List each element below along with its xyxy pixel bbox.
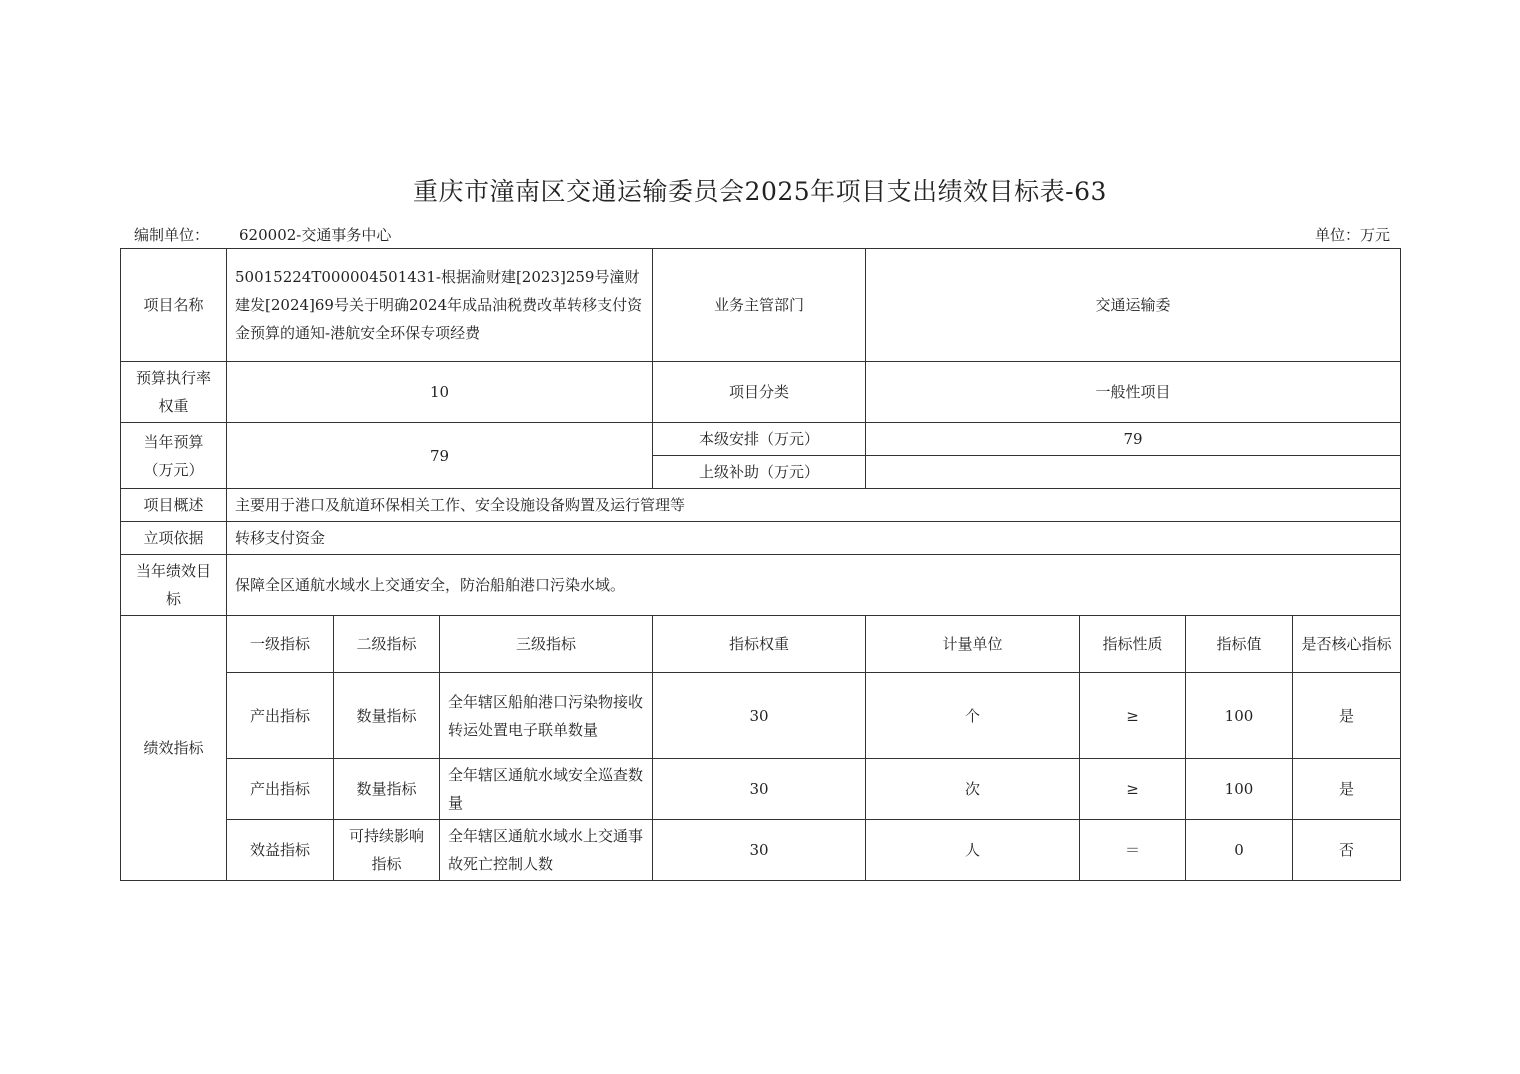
nature-cell: ＝ xyxy=(1080,820,1186,881)
project-name-value: 50015224T000004501431-根据渝财建[2023]259号潼财建发[2024]69号关于明确2024年成品油税费改革转移支付资金预算的通知-港航安全环保专项经费 xyxy=(227,249,653,362)
header-cell: 指标值 xyxy=(1186,616,1293,673)
exec-weight-value: 10 xyxy=(227,362,653,423)
level1-cell: 效益指标 xyxy=(227,820,334,881)
class-value: 一般性项目 xyxy=(866,362,1401,423)
local-value: 79 xyxy=(866,423,1401,456)
class-label: 项目分类 xyxy=(653,362,866,423)
currency-unit: 单位：万元 xyxy=(1314,226,1390,244)
header-cell: 指标权重 xyxy=(653,616,866,673)
level1-cell: 产出指标 xyxy=(227,759,334,820)
level3-cell: 全年辖区通航水域水上交通事故死亡控制人数 xyxy=(440,820,653,881)
header-cell: 计量单位 xyxy=(866,616,1080,673)
compiling-unit-value: 620002-交通事务中心 xyxy=(239,226,392,244)
weight-cell: 30 xyxy=(653,820,866,881)
row-budget xyxy=(121,423,1401,456)
core-cell: 是 xyxy=(1293,673,1401,759)
header-cell: 二级指标 xyxy=(334,616,440,673)
table-row xyxy=(121,673,1401,759)
compiling-unit-label: 编制单位： xyxy=(134,226,210,244)
basis-value: 转移支付资金 xyxy=(227,522,1401,555)
value-cell: 0 xyxy=(1186,820,1293,881)
table-row xyxy=(121,759,1401,820)
row-goal xyxy=(121,555,1401,616)
unit-cell: 人 xyxy=(866,820,1080,881)
weight-cell: 30 xyxy=(653,759,866,820)
performance-table xyxy=(120,248,1401,881)
core-cell: 是 xyxy=(1293,759,1401,820)
budget-value: 79 xyxy=(227,423,653,489)
exec-weight-label: 预算执行率权重 xyxy=(121,362,227,423)
compiling-unit xyxy=(134,224,391,245)
summary-value: 主要用于港口及航道环保相关工作、安全设施设备购置及运行管理等 xyxy=(227,489,1401,522)
upper-value xyxy=(866,456,1401,489)
level2-cell: 数量指标 xyxy=(334,673,440,759)
goal-label: 当年绩效目标 xyxy=(121,555,227,616)
basis-label: 立项依据 xyxy=(121,522,227,555)
nature-cell: ≥ xyxy=(1080,673,1186,759)
row-project-name xyxy=(121,249,1401,362)
level1-cell: 产出指标 xyxy=(227,673,334,759)
header-cell: 指标性质 xyxy=(1080,616,1186,673)
table-row xyxy=(121,820,1401,881)
upper-label: 上级补助（万元） xyxy=(653,456,866,489)
level3-cell: 全年辖区通航水域安全巡查数量 xyxy=(440,759,653,820)
goal-value: 保障全区通航水域水上交通安全，防治船舶港口污染水域。 xyxy=(227,555,1401,616)
unit-cell: 次 xyxy=(866,759,1080,820)
level2-cell: 可持续影响指标 xyxy=(334,820,440,881)
local-label: 本级安排（万元） xyxy=(653,423,866,456)
value-cell: 100 xyxy=(1186,673,1293,759)
header-cell: 三级指标 xyxy=(440,616,653,673)
header-cell: 是否核心指标 xyxy=(1293,616,1401,673)
row-exec-weight xyxy=(121,362,1401,423)
dept-label: 业务主管部门 xyxy=(653,249,866,362)
header-cell: 一级指标 xyxy=(227,616,334,673)
indicator-header-row xyxy=(121,616,1401,673)
indicator-section-label: 绩效指标 xyxy=(121,616,227,881)
weight-cell: 30 xyxy=(653,673,866,759)
project-name-label: 项目名称 xyxy=(121,249,227,362)
row-summary xyxy=(121,489,1401,522)
value-cell: 100 xyxy=(1186,759,1293,820)
core-cell: 否 xyxy=(1293,820,1401,881)
nature-cell: ≥ xyxy=(1080,759,1186,820)
budget-label: 当年预算（万元） xyxy=(121,423,227,489)
level2-cell: 数量指标 xyxy=(334,759,440,820)
level3-cell: 全年辖区船舶港口污染物接收转运处置电子联单数量 xyxy=(440,673,653,759)
unit-cell: 个 xyxy=(866,673,1080,759)
summary-label: 项目概述 xyxy=(121,489,227,522)
page-title: 重庆市潼南区交通运输委员会2025年项目支出绩效目标表-63 xyxy=(413,177,1107,206)
row-basis xyxy=(121,522,1401,555)
dept-value: 交通运输委 xyxy=(866,249,1401,362)
